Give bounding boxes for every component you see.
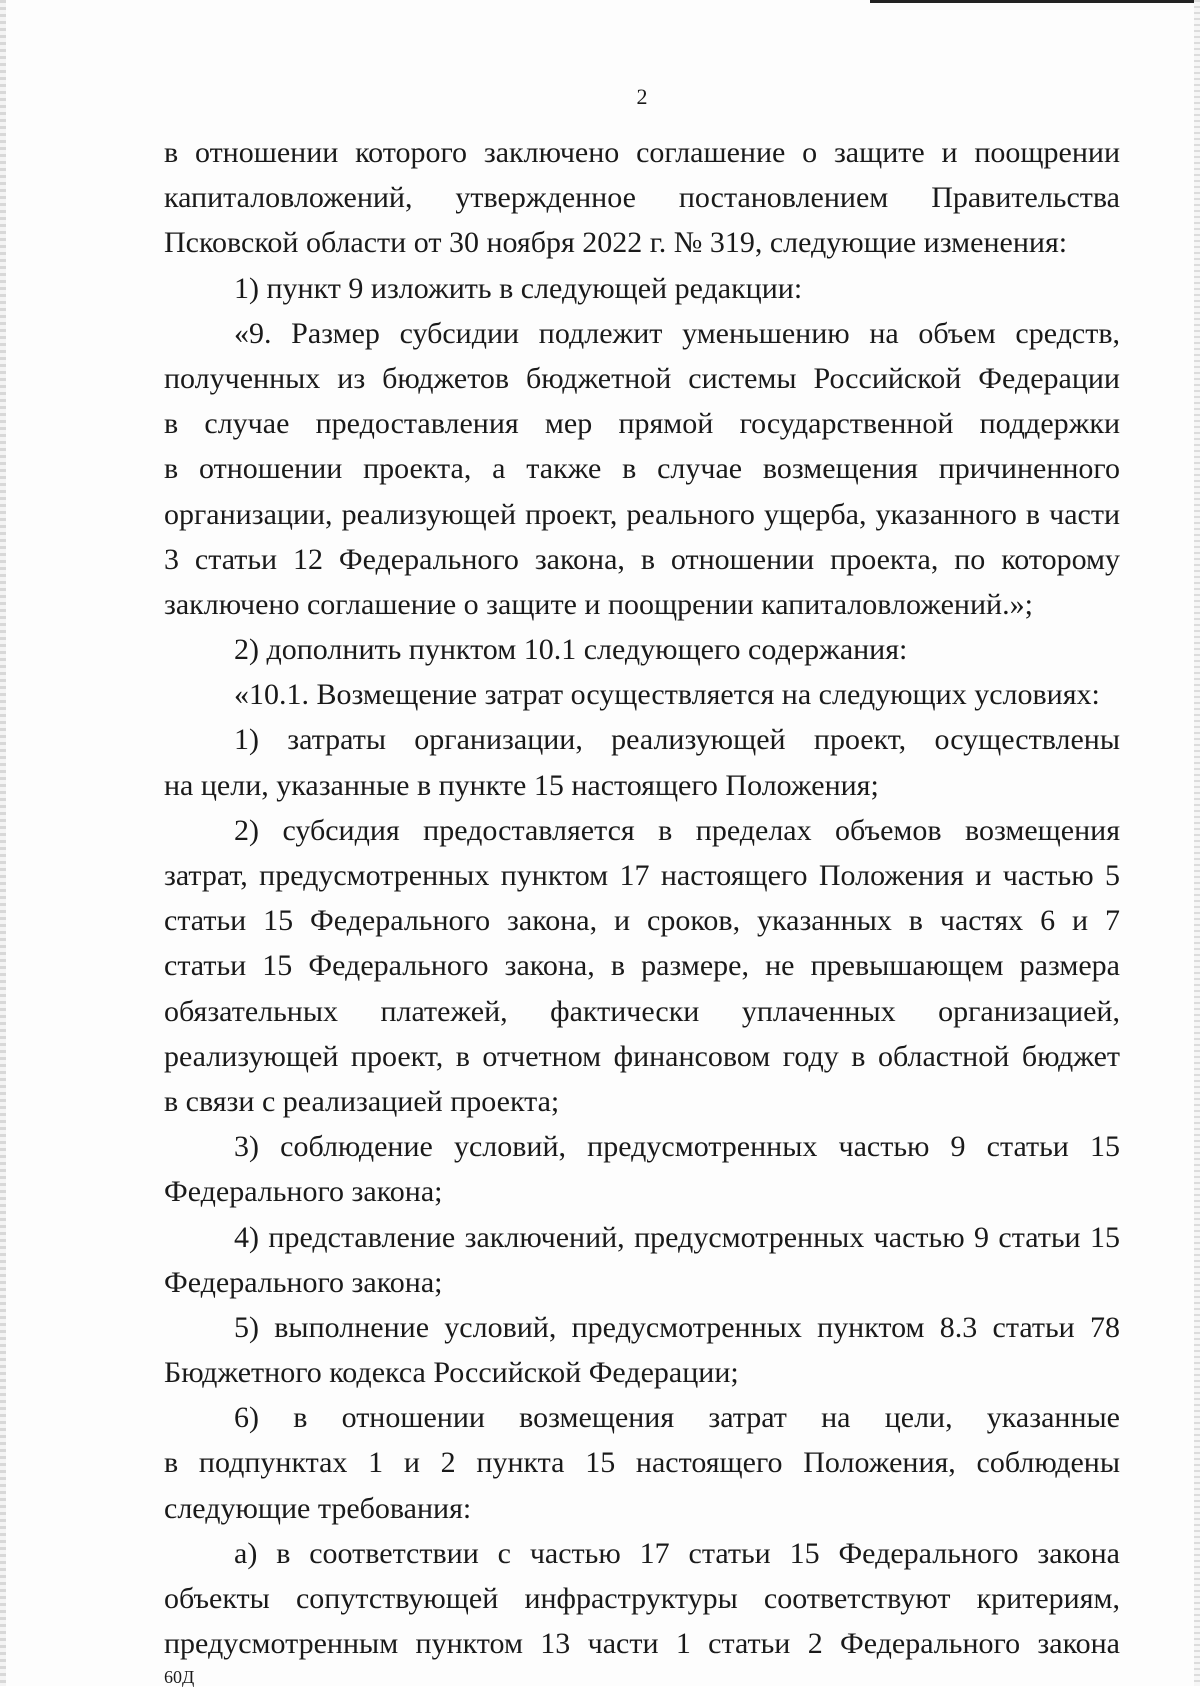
document-body — [164, 130, 1120, 1666]
text-line: в отношении проекта, а также в случае возмещения причиненного — [164, 452, 1120, 486]
text-line: 3 статьи 12 Федерального закона, в отношении проекта, по которому — [164, 542, 1120, 576]
text-line: Федерального закона; — [164, 1175, 443, 1209]
text-line: в отношении которого заключено соглашение о защите и поощрении — [164, 136, 1120, 169]
text-line: затрат, предусмотренных пунктом 17 настоящего Положения и частью 5 — [164, 859, 1120, 892]
text-line: 6) в отношении возмещения затрат на цели, указанные — [234, 1401, 1120, 1435]
text-line: 2) субсидия предоставляется в пределах объемов возмещения — [234, 813, 1120, 847]
top-edge-rule — [870, 0, 1200, 3]
text-line: 1) пункт 9 изложить в следующей редакции: — [234, 271, 803, 305]
text-line: полученных из бюджетов бюджетной системы Российской Федерации — [164, 361, 1120, 395]
text-line: 1) затраты организации, реализующей проект, осуществлены — [234, 723, 1120, 757]
text-line: 3) соблюдение условий, предусмотренных частью 9 статьи 15 — [234, 1130, 1120, 1164]
text-line: 5) выполнение условий, предусмотренных пунктом 8.3 статьи 78 — [234, 1310, 1120, 1344]
text-line: в подпунктах 1 и 2 пункта 15 настоящего Положения, соблюдены — [164, 1446, 1120, 1480]
text-line: Бюджетного кодекса Российской Федерации; — [164, 1356, 739, 1390]
text-line: реализующей проект, в отчетном финансовом году в областной бюджет — [164, 1039, 1120, 1073]
footer-code: 60Д — [164, 1667, 195, 1687]
text-line: «9. Размер субсидии подлежит уменьшению на объем средств, — [234, 316, 1120, 350]
scan-right-edge — [1194, 0, 1200, 1686]
text-line: а) в соответствии с частью 17 статьи 15 Федерального закона — [234, 1536, 1120, 1570]
text-line: Псковской области от 30 ноября 2022 г. № 319, следующие изменения: — [164, 226, 1068, 260]
text-line: капиталовложений, утвержденное постановлением Правительства — [164, 181, 1120, 215]
text-line: 2) дополнить пунктом 10.1 следующего содержания: — [234, 633, 908, 667]
text-line: статьи 15 Федерального закона, в размере, не превышающем размера — [164, 949, 1120, 983]
text-line: в случае предоставления мер прямой государственной поддержки — [164, 407, 1120, 441]
text-line: Федерального закона; — [164, 1265, 443, 1299]
text-line: заключено соглашение о защите и поощрении капиталовложений.»; — [164, 587, 1033, 621]
page-number: 2 — [636, 84, 648, 109]
text-line: на цели, указанные в пункте 15 настоящего Положения; — [164, 768, 879, 802]
text-line: в связи с реализацией проекта; — [164, 1084, 560, 1118]
text-line: организации, реализующей проект, реального ущерба, указанного в части — [164, 497, 1120, 531]
text-line: «10.1. Возмещение затрат осуществляется на следующих условиях: — [234, 678, 1100, 712]
text-line: следующие требования: — [164, 1491, 472, 1525]
text-line: обязательных платежей, фактически уплаченных организацией, — [164, 994, 1120, 1028]
scan-left-edge — [0, 0, 6, 1686]
text-line: 4) представление заключений, предусмотренных частью 9 статьи 15 — [234, 1220, 1120, 1254]
text-line: предусмотренным пунктом 13 части 1 статьи 2 Федерального закона — [164, 1627, 1120, 1661]
text-line: объекты сопутствующей инфраструктуры соответствуют критериям, — [164, 1582, 1120, 1615]
text-line: статьи 15 Федерального закона, и сроков, указанных в частях 6 и 7 — [164, 904, 1120, 938]
